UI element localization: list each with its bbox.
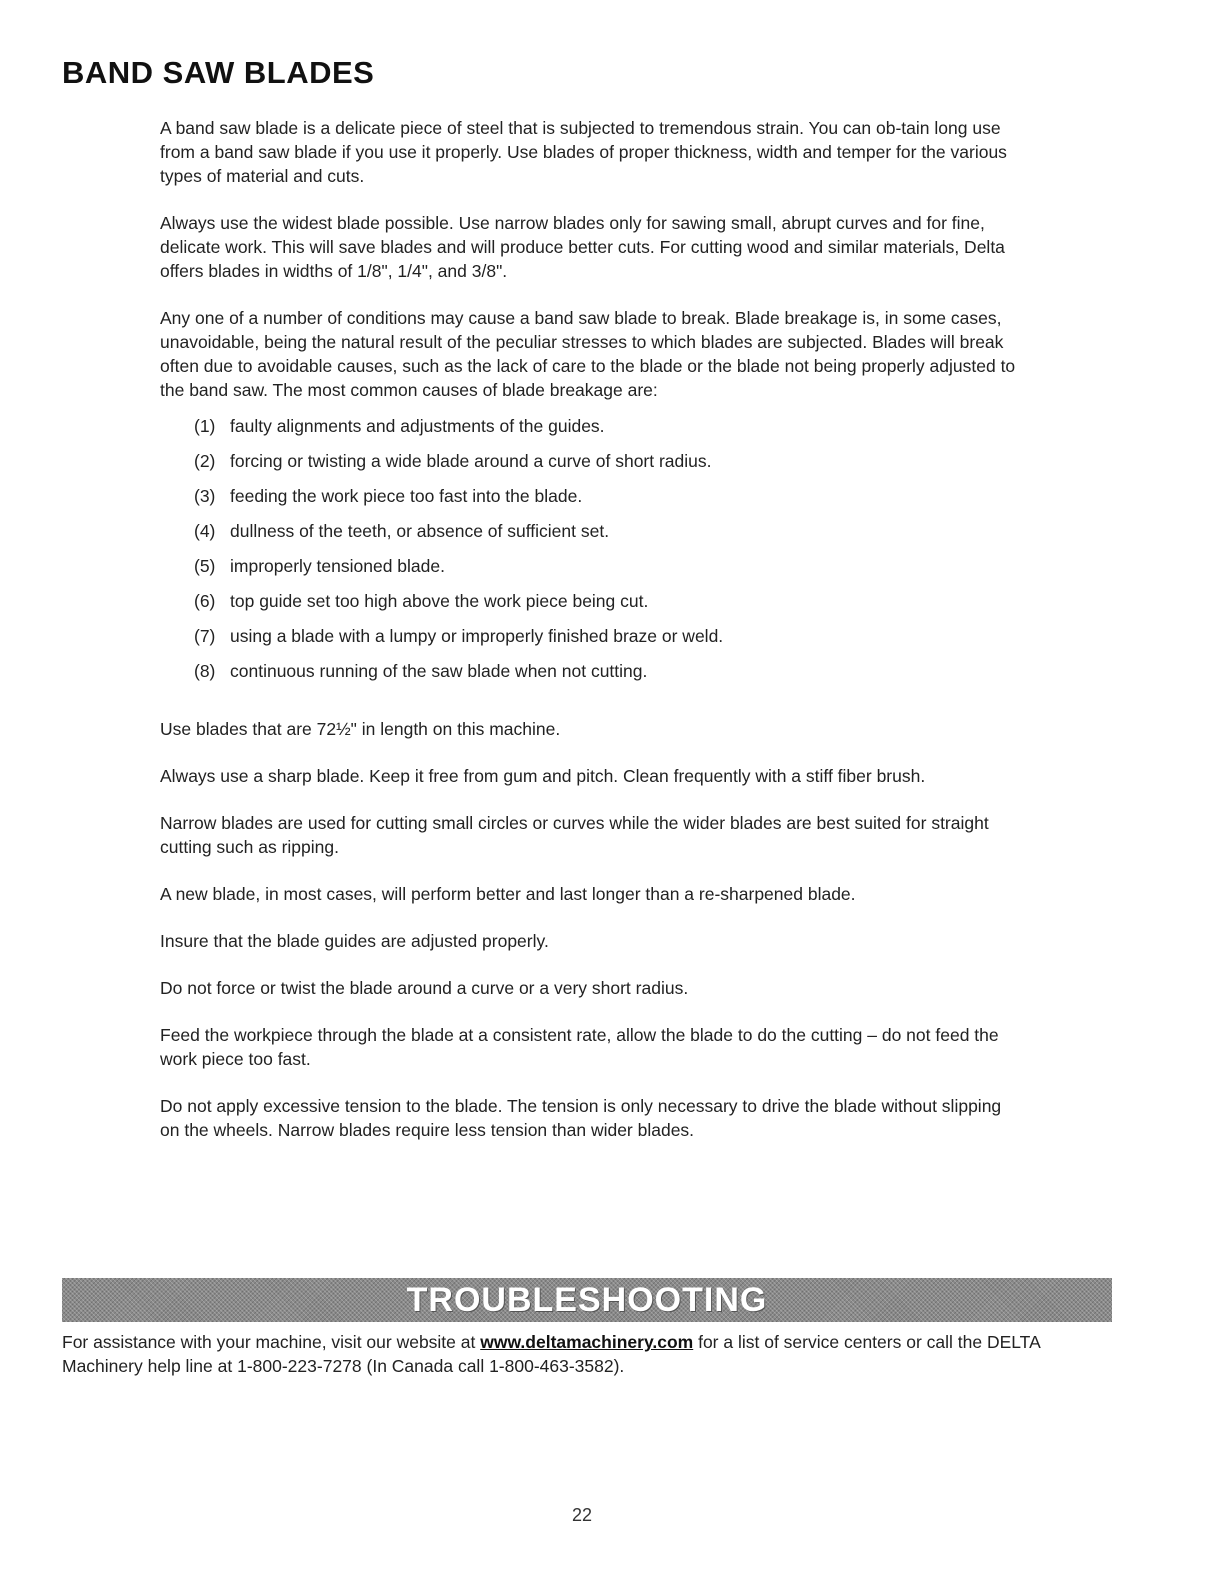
website-link[interactable]: www.deltamachinery.com [480, 1332, 694, 1352]
band-saw-blades-section [160, 116, 1020, 1165]
list-item-number: (7) [194, 626, 216, 646]
breakage-paragraph: Any one of a number of conditions may cause a band saw blade to break. Blade breakage is, in some cases, unavoidable, being the natural result of the peculiar stresses to which blades are subjected. Blades will break often due to avoidable causes, such as the lack of care to the blade or the blade not being properly adjusted to the band saw. The most common causes of blade breakage are: [160, 308, 1016, 400]
list-item [160, 659, 1020, 694]
widest-blade-paragraph: Always use the widest blade possible. Use narrow blades only for sawing small, abrupt curves and for fine, delicate work. This will save blades and will produce better cuts. For cutting wood and similar materials, Delta offers blades in widths of 1/8", 1/4", and 3/8". [160, 213, 1005, 281]
list-item [160, 414, 1020, 449]
list-item-text: top guide set too high above the work piece being cut. [230, 591, 649, 611]
sharp-blade-paragraph: Always use a sharp blade. Keep it free from gum and pitch. Clean frequently with a stiff fiber brush. [160, 766, 926, 786]
list-item-text: forcing or twisting a wide blade around a curve of short radius. [230, 451, 712, 471]
new-blade-paragraph: A new blade, in most cases, will perform better and last longer than a re-sharpened blade. [160, 884, 856, 904]
list-item-text: using a blade with a lumpy or improperly finished braze or weld. [230, 626, 724, 646]
list-item-number: (8) [194, 661, 216, 681]
assistance-text-start: For assistance with your machine, visit our website at [62, 1332, 481, 1352]
list-item-number: (6) [194, 591, 216, 611]
list-item-text: feeding the work piece too fast into the blade. [230, 486, 583, 506]
narrow-blades-paragraph: Narrow blades are used for cutting small circles or curves while the wider blades are best suited for straight cutting such as ripping. [160, 813, 989, 857]
list-item-number: (3) [194, 486, 216, 506]
troubleshooting-banner [62, 1278, 1112, 1322]
list-item [160, 554, 1020, 589]
list-item-number: (1) [194, 416, 216, 436]
list-item [160, 484, 1020, 519]
assistance-text-end: for a list of service centers or call the DELTA Machinery help line at 1-800-223-7278 (In Canada call 1-800-463-3582). [62, 1332, 1040, 1376]
list-item [160, 449, 1020, 484]
blade-guides-paragraph: Insure that the blade guides are adjusted properly. [160, 931, 549, 951]
troubleshooting-heading: TROUBLESHOOTING [406, 1281, 768, 1319]
list-item-number: (4) [194, 521, 216, 541]
list-item-text: improperly tensioned blade. [230, 556, 445, 576]
list-item [160, 624, 1020, 659]
page-number: 22 [571, 1505, 593, 1525]
list-item-text: continuous running of the saw blade when not cutting. [230, 661, 648, 681]
breakage-causes-list [160, 414, 1020, 694]
tension-paragraph: Do not apply excessive tension to the blade. The tension is only necessary to drive the blade without slipping on the wheels. Narrow blades require less tension than wider blades. [160, 1096, 1002, 1140]
feed-rate-paragraph: Feed the workpiece through the blade at a consistent rate, allow the blade to do the cutting – do not feed the work piece too fast. [160, 1025, 999, 1069]
list-item-number: (2) [194, 451, 216, 471]
list-item-text: dullness of the teeth, or absence of sufficient set. [230, 521, 610, 541]
do-not-force-paragraph: Do not force or twist the blade around a curve or a very short radius. [160, 978, 689, 998]
list-item [160, 589, 1020, 624]
list-item [160, 519, 1020, 554]
assistance-paragraph [62, 1330, 1122, 1378]
intro-paragraph: A band saw blade is a delicate piece of steel that is subjected to tremendous strain. You can ob-tain long use from a band saw blade if you use it properly. Use blades of proper thickness, width and temper for the various types of material and cuts. [160, 118, 1007, 186]
blade-length-paragraph: Use blades that are 72½" in length on this machine. [160, 719, 561, 739]
list-item-text: faulty alignments and adjustments of the guides. [230, 416, 605, 436]
page-title: BAND SAW BLADES [62, 55, 375, 90]
list-item-number: (5) [194, 556, 216, 576]
